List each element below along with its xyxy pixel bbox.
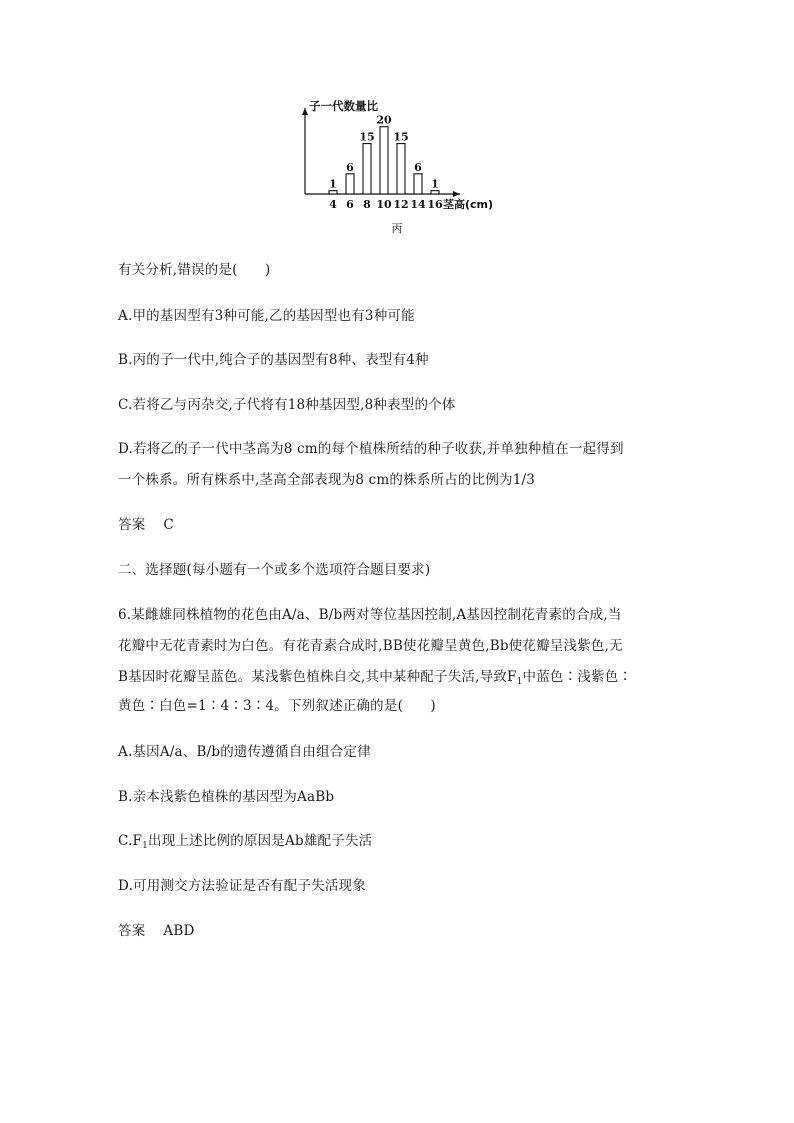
q6-option-d: D.可用测交方法验证是否有配子失活现象: [118, 878, 366, 894]
q6-option-b: B.亲本浅紫色植株的基因型为AaBb: [118, 789, 335, 805]
x-tick-label: 10: [376, 198, 392, 211]
x-axis-arrow: [453, 191, 460, 197]
q6-stem-line-4: 黄色∶白色=1∶4∶3∶4。下列叙述正确的是( ): [118, 698, 436, 714]
x-tick-label: 14: [410, 198, 426, 211]
x-tick-label: 6: [346, 198, 354, 211]
data-label: 15: [393, 130, 409, 144]
bar: [346, 174, 354, 194]
q5-option-a: A.甲的基因型有3种可能,乙的基因型也有3种可能: [118, 308, 415, 324]
data-label: 6: [346, 160, 354, 174]
y-axis-label: 子一代数量比: [309, 99, 378, 113]
q6-option-c-text: 出现上述比例的原因是Ab雄配子失活: [148, 833, 373, 849]
x-tick-label: 8: [363, 198, 371, 211]
x-tick-label: 4: [329, 198, 337, 211]
q6-stem-line-1: 6.某雌雄同株植物的花色由A/a、B/b两对等位基因控制,A基因控制花青素的合成,当: [118, 607, 622, 623]
subscript: 1: [516, 677, 523, 687]
answer-label: 答案: [118, 923, 146, 939]
answer-label: 答案: [118, 517, 146, 533]
bar: [380, 127, 388, 194]
q6-option-c: [118, 831, 372, 856]
data-label: 15: [359, 130, 375, 144]
q6-stem-line-3: [118, 667, 632, 692]
bar: [397, 144, 405, 194]
x-tick-label: 16: [427, 198, 443, 211]
x-axis-label: 茎高(cm): [443, 198, 494, 211]
y-axis-arrow: [302, 108, 308, 115]
q6-stem-line-2: 花瓣中无花青素时为白色。有花青素合成时,BB使花瓣呈黄色,Bb使花瓣呈浅紫色,无: [118, 638, 623, 654]
answer-value: ABD: [163, 923, 195, 939]
bar: [414, 174, 422, 194]
bar: [363, 144, 371, 194]
bar: [431, 191, 439, 194]
data-label: 20: [376, 113, 392, 127]
q5-option-b: B.丙的子一代中,纯合子的基因型有8种、表型有4种: [118, 352, 429, 368]
bar-chart-figure: [290, 94, 510, 240]
subscript: 1: [142, 841, 149, 851]
q6-option-a: A.基因A/a、B/b的遗传遵循自由组合定律: [118, 744, 371, 760]
q5-option-d-continued: 一个株系。所有株系中,茎高全部表现为8 cm的株系所占的比例为1/3: [118, 472, 536, 488]
figure-caption: 丙: [391, 222, 403, 235]
q6-answer: [118, 921, 195, 941]
q6-option-c-prefix: C.F: [118, 833, 143, 849]
q6-stem-line-3-text-end: 中蓝色∶浅紫色∶: [522, 669, 633, 685]
section-heading: 二、选择题(每小题有一个或多个选项符合题目要求): [118, 562, 431, 578]
q5-answer: [118, 515, 174, 535]
bar-chart: [290, 94, 510, 240]
data-label: 6: [414, 160, 422, 174]
x-tick-label: 12: [393, 198, 409, 211]
q5-option-c: C.若将乙与丙杂交,子代将有18种基因型,8种表型的个体: [118, 397, 456, 413]
q5-option-d: D.若将乙的子一代中茎高为8 cm的每个植株所结的种子收获,并单独种植在一起得到: [118, 441, 624, 457]
bar: [329, 191, 337, 194]
q6-stem-line-3-text: B基因时花瓣呈蓝色。某浅紫色植株自交,其中某种配子失活,导致F: [118, 669, 517, 685]
answer-value: C: [163, 517, 174, 533]
q5-stem: 有关分析,错误的是( ): [118, 262, 271, 278]
data-label: 1: [431, 177, 439, 191]
data-label: 1: [329, 177, 337, 191]
